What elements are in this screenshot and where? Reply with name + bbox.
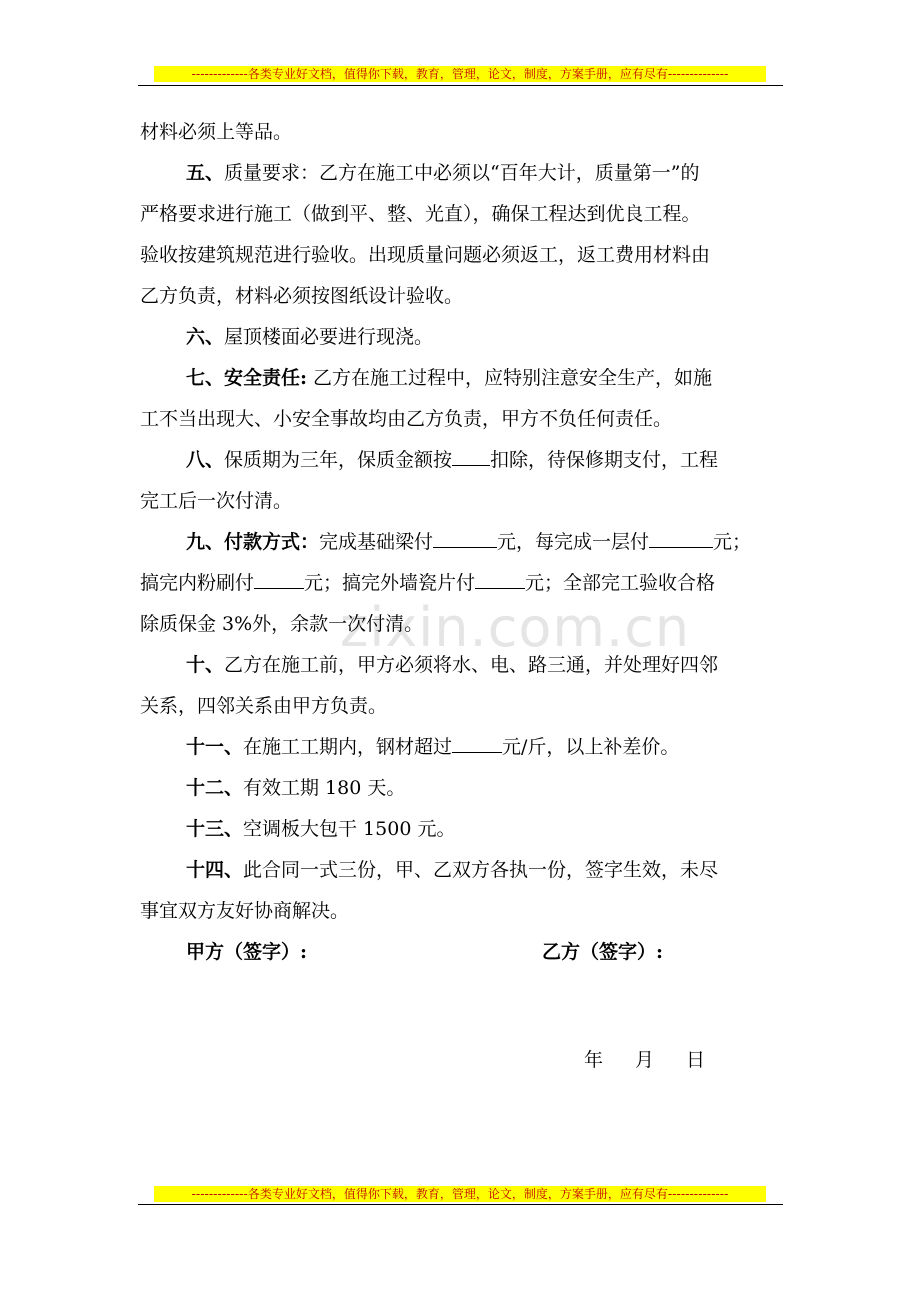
clause-11-line: 十一、在施工工期内，钢材超过 元/斤，以上补差价。: [140, 727, 790, 768]
clause-5-line: 验收按建筑规范进行验收。出现质量问题必须返工，返工费用材料由: [140, 244, 711, 266]
clause-12-line: 十二、有效工期 180 天。: [186, 777, 406, 799]
clause-8-number: 八、: [186, 449, 225, 471]
blank-field: [452, 443, 490, 466]
date-year: 年: [584, 1049, 604, 1071]
clause-12-number: 十二、: [186, 777, 244, 799]
clause-10-number: 十、: [186, 654, 225, 676]
clause-5-line: 五、质量要求：乙方在施工中必须以“百年大计，质量第一”的: [186, 162, 700, 184]
clause-7-heading: 七、安全责任:: [186, 367, 308, 389]
blank-field: [433, 525, 497, 548]
footer-banner: -------------各类专业好文档，值得你下载，教育，管理，论文，制度，方案手册，应有尽有--------------: [154, 1186, 766, 1202]
clause-9-line: 九、付款方式：完成基础梁付 元，每完成一层付 元；: [140, 522, 790, 563]
blank-field: [452, 730, 502, 753]
signature-row: [140, 932, 790, 973]
header-banner: -------------各类专业好文档，值得你下载，教育，管理，论文，制度，方案手册，应有尽有--------------: [154, 66, 766, 82]
paragraph-line: 材料必须上等品。: [140, 121, 293, 143]
clause-9-line: 搞完内粉刷付 元；搞完外墙瓷片付 元；全部完工验收合格: [140, 563, 790, 604]
clause-11-number: 十一、: [186, 736, 244, 758]
clause-10-line: 关系，四邻关系由甲方负责。: [140, 695, 388, 717]
footer-rule: [138, 1204, 783, 1205]
clause-13-line: 十三、空调板大包干 1500 元。: [186, 818, 456, 840]
date-month: 月: [635, 1049, 655, 1071]
date-day: 日: [686, 1049, 706, 1071]
clause-14-number: 十四、: [186, 859, 244, 881]
clause-14-line: 十四、此合同一式三份，甲、乙双方各执一份，签字生效，未尽: [186, 859, 719, 881]
clause-13-number: 十三、: [186, 818, 244, 840]
clause-7-line: 工不当出现大、小安全事故均由乙方负责，甲方不负任何责任。: [140, 408, 673, 430]
clause-9-heading: 九、付款方式：: [186, 531, 320, 553]
blank-field: [254, 566, 304, 589]
watermark: zixin.com.cn: [340, 596, 691, 659]
clause-7-line: 七、安全责任: 乙方在施工过程中，应特别注意安全生产，如施: [186, 367, 713, 389]
blank-field: [649, 525, 713, 548]
clause-14-line: 事宜双方友好协商解决。: [140, 900, 350, 922]
clause-8-line: 八、保质期为三年，保质金额按 扣除，待保修期支付，工程: [140, 440, 790, 481]
clause-5-line: 严格要求进行施工（做到平、整、光直），确保工程达到优良工程。: [140, 203, 701, 225]
blank-field: [475, 566, 525, 589]
clause-5-number: 五、: [186, 162, 225, 184]
clause-9-line: 除质保金 3%外，余款一次付清。: [140, 613, 424, 635]
date-line: [584, 1046, 705, 1074]
clause-6-line: 六、屋顶楼面必要进行现浇。: [186, 326, 434, 348]
contract-body: [140, 112, 790, 973]
party-b-signature-label: 乙方（签字）:: [542, 941, 664, 963]
clause-6-number: 六、: [186, 326, 225, 348]
party-a-signature-label: 甲方（签字）:: [186, 941, 308, 963]
header-rule: [138, 85, 783, 86]
clause-8-line: 完工后一次付清。: [140, 490, 293, 512]
clause-5-line: 乙方负责，材料必须按图纸设计验收。: [140, 285, 464, 307]
clause-10-line: 十、乙方在施工前，甲方必须将水、电、路三通，并处理好四邻: [186, 654, 719, 676]
